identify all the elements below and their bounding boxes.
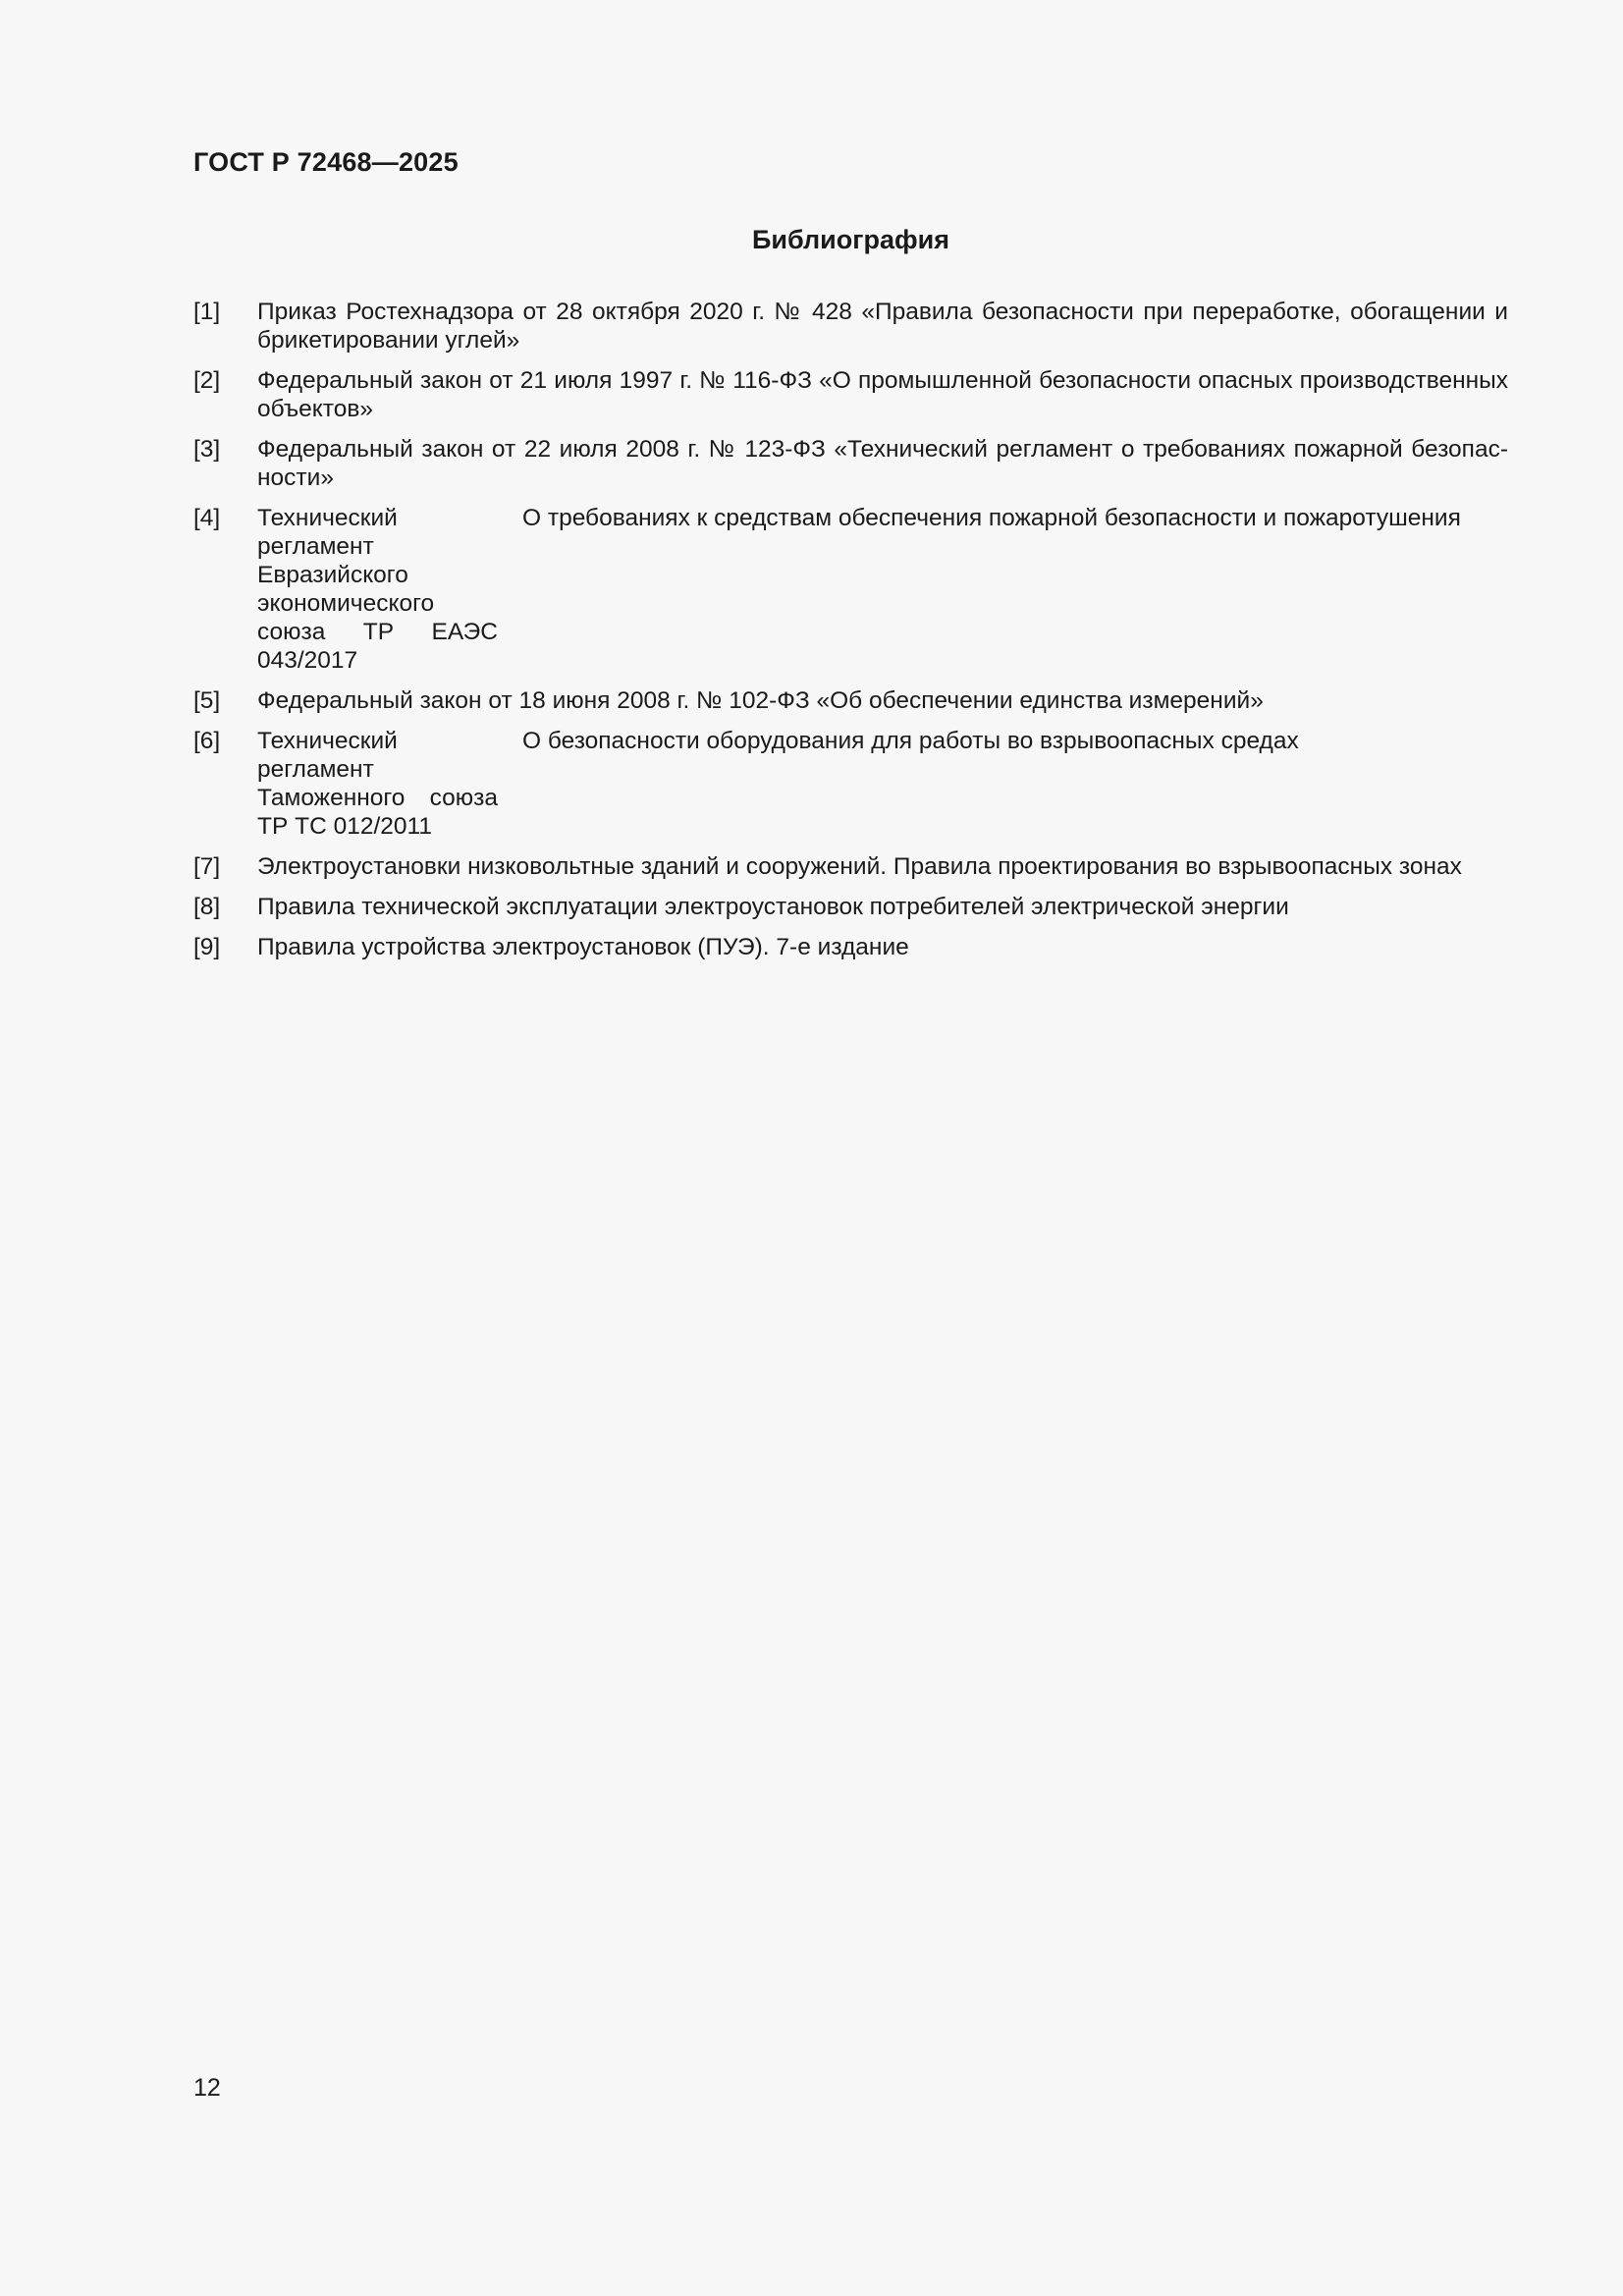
- entry-title: О требованиях к средствам обеспечения пожарной безопасности и пожаротушения: [522, 505, 1461, 531]
- bibliography-entry-9: [193, 933, 1508, 961]
- bibliography-entry-8: [193, 893, 1508, 921]
- entry-number: [2]: [193, 367, 221, 394]
- entry-split: [257, 504, 1508, 675]
- entry-text: Приказ Ростехнадзора от 28 октября 2020 г. № 428 «Правила безопасности при переработке, обогащении и брикетировании углей»: [257, 299, 1508, 354]
- entry-text: Электроустановки низковольтные зданий и сооружений. Правила проектирования во взрывоопасных зонах: [257, 853, 1462, 880]
- entry-designation: Технический регламент Таможенного союза ТР ТС 012/2011: [257, 728, 498, 840]
- entry-text: Федеральный закон от 21 июля 1997 г. № 116-ФЗ «О промышленной безопасности опасных производственных объектов»: [257, 367, 1508, 422]
- standard-code: ГОСТ Р 72468—2025: [193, 147, 459, 177]
- entry-split: [257, 727, 1508, 841]
- bibliography-entry-3: [193, 435, 1508, 492]
- entry-text: Правила технической эксплуатации электроустановок потребителей электрической энергии: [257, 894, 1289, 920]
- entry-title: О безопасности оборудования для работы во взрывоопасных средах: [522, 728, 1299, 754]
- entry-number: [3]: [193, 436, 221, 463]
- entry-number: [4]: [193, 505, 221, 531]
- entry-number: [8]: [193, 894, 221, 920]
- entry-number: [7]: [193, 853, 221, 880]
- entry-number: [1]: [193, 299, 221, 325]
- bibliography-entry-6: [193, 727, 1508, 841]
- bibliography-entry-1: [193, 298, 1508, 355]
- entry-text: Правила устройства электроустановок (ПУЭ). 7-е издание: [257, 934, 909, 960]
- entry-text: Федеральный закон от 22 июля 2008 г. № 123-ФЗ «Технический регламент о требованиях пожарной безопасности»: [257, 436, 1508, 491]
- entry-text: Федеральный закон от 18 июня 2008 г. № 102-ФЗ «Об обеспечении единства измерений»: [257, 687, 1264, 714]
- entry-number: [6]: [193, 728, 221, 754]
- page-number: 12: [193, 2074, 221, 2102]
- entry-number: [5]: [193, 687, 221, 714]
- bibliography-entry-4: [193, 504, 1508, 675]
- bibliography-entry-2: [193, 366, 1508, 423]
- entry-number: [9]: [193, 934, 221, 960]
- section-title: Библиография: [752, 225, 949, 254]
- entry-designation: Технический регламент Евразийского экономического союза ТР ЕАЭС 043/2017: [257, 505, 498, 674]
- bibliography-entry-5: [193, 686, 1508, 715]
- bibliography-list: [193, 298, 1508, 973]
- bibliography-entry-7: [193, 852, 1508, 881]
